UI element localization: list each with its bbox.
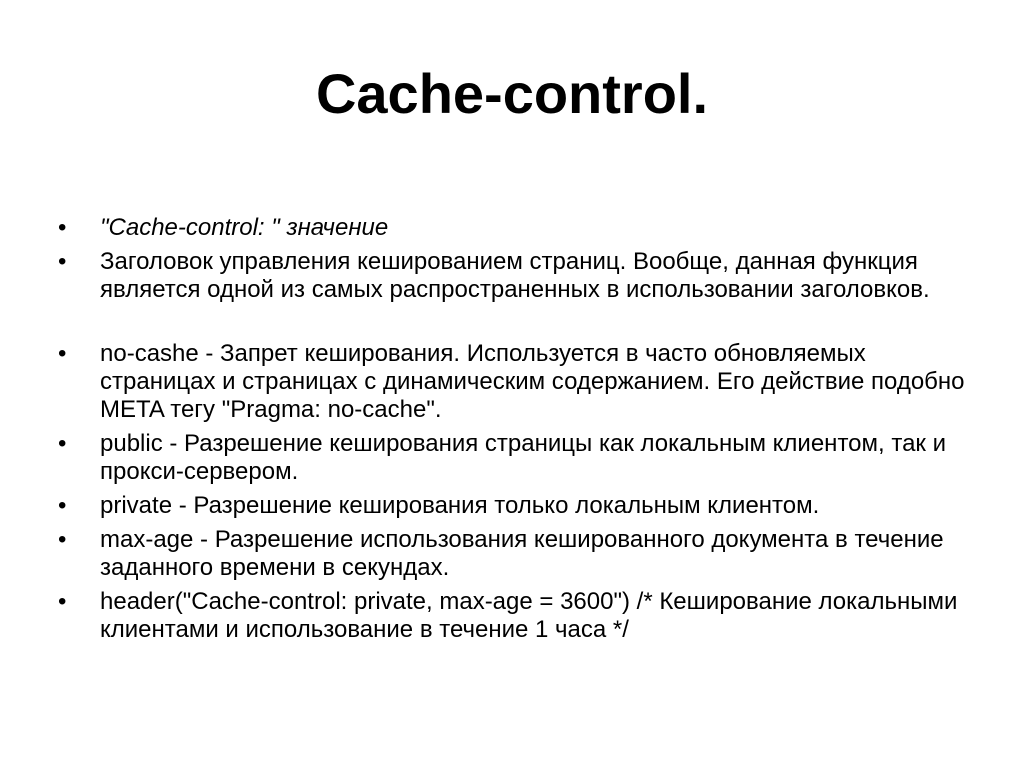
bullet-item (58, 430, 978, 486)
bullet-icon: • (58, 492, 67, 519)
bullet-item (58, 526, 978, 582)
bullet-item (58, 588, 978, 644)
bullet-text: public - Разрешение кеширования страницы как локальным клиентом, так и прокси-сервером. (100, 430, 946, 485)
bullet-icon: • (58, 526, 67, 553)
bullet-text: Заголовок управления кешированием страниц. Вообще, данная функция является одной из самых распространенных в использовании заголовков. (100, 248, 930, 303)
bullet-icon: • (58, 588, 67, 615)
bullet-icon: • (58, 214, 67, 241)
bullet-text: no-cashe - Запрет кеширования. Используется в часто обновляемых страницах и страницах с динамическим содержанием. Его действие подобно META тегу "Pragma: no-cache". (100, 340, 965, 423)
bullet-text: private - Разрешение кеширования только локальным клиентом. (100, 492, 820, 519)
bullet-text: max-age - Разрешение использования кешированного документа в течение заданного времени в секундах. (100, 526, 944, 581)
bullet-item (58, 492, 978, 520)
bullet-icon: • (58, 340, 67, 367)
bullet-icon: • (58, 248, 67, 275)
slide-title: Cache-control. (315, 62, 709, 125)
bullet-item (58, 340, 978, 424)
bullet-text: header("Cache-control: private, max-age = 3600") /* Кеширование локальными клиентами и использование в течение 1 часа */ (100, 588, 958, 643)
bullet-item (58, 214, 978, 242)
bullet-item (58, 248, 978, 304)
bullet-list (58, 214, 978, 650)
bullet-text: "Cache-control: " значение (100, 214, 389, 241)
bullet-icon: • (58, 430, 67, 457)
